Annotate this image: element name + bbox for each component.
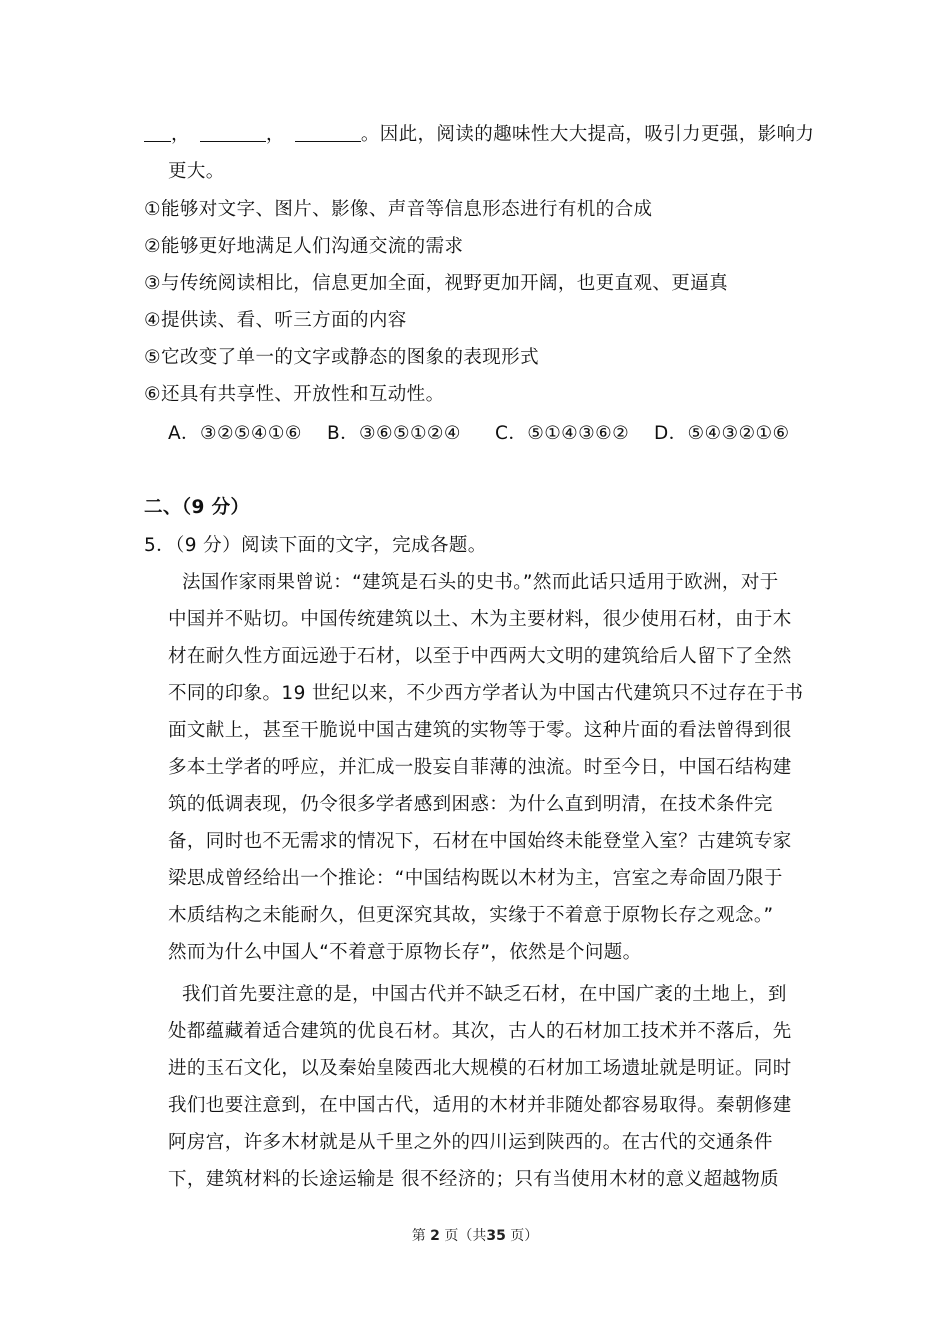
passage-line: 梁思成曾经给出一个推论：“中国结构既以木材为主，宫室之寿命固乃限于 bbox=[168, 868, 783, 889]
passage-line: 多本土学者的呼应，并汇成一股妄自菲薄的浊流。时至今日，中国石结构建 bbox=[168, 757, 792, 778]
option-6: ⑥还具有共享性、开放性和互动性。 bbox=[144, 384, 445, 405]
passage-line: 面文献上，甚至干脆说中国古建筑的实物等于零。这种片面的看法曾得到很 bbox=[168, 720, 792, 741]
passage-line: 木质结构之未能耐久，但更深究其故，实缘于不着意于原物长存之观念。” bbox=[168, 905, 774, 926]
choice-d: D．⑤④③②①⑥ bbox=[654, 423, 790, 444]
footer-total-pages: 35 bbox=[486, 1228, 506, 1244]
option-3: ③与传统阅读相比，信息更加全面，视野更加开阔，也更直观、更逼真 bbox=[144, 273, 728, 294]
page-footer bbox=[0, 1226, 950, 1246]
footer-prefix: 第 bbox=[411, 1228, 426, 1244]
blank-separator-1: ， bbox=[171, 124, 190, 145]
option-5: ⑤它改变了单一的文字或静态的图象的表现形式 bbox=[144, 347, 539, 368]
question-5: 5．（9 分）阅读下面的文字，完成各题。 bbox=[144, 535, 487, 556]
passage-line: 我们也要注意到，在中国古代，适用的木材并非随处都容易取得。秦朝修建 bbox=[168, 1095, 792, 1116]
passage-line: 处都蕴藏着适合建筑的优良石材。其次，古人的石材加工技术并不落后，先 bbox=[168, 1021, 792, 1042]
section-heading: 二、（9 分） bbox=[144, 497, 250, 518]
choice-c: C．⑤①④③⑥② bbox=[495, 423, 630, 444]
footer-middle: 页（共 bbox=[444, 1228, 487, 1244]
fill-line-continuation: 更大。 bbox=[168, 161, 225, 182]
passage-line: 然而为什么中国人“不着意于原物长存”，依然是个问题。 bbox=[168, 942, 642, 963]
choice-a: A．③②⑤④①⑥ bbox=[168, 423, 302, 444]
passage-line: 备，同时也不无需求的情况下，石材在中国始终未能登堂入室？古建筑专家 bbox=[168, 831, 792, 852]
passage-line: 法国作家雨果曾说：“建筑是石头的史书。”然而此话只适用于欧洲，对于 bbox=[182, 572, 779, 593]
passage-line: 我们首先要注意的是，中国古代并不缺乏石材，在中国广袤的土地上，到 bbox=[182, 984, 787, 1005]
answer-blank-2 bbox=[200, 121, 266, 142]
passage-line: 阿房宫，许多木材就是从千里之外的四川运到陕西的。在古代的交通条件 bbox=[168, 1132, 773, 1153]
fill-in-line bbox=[144, 121, 814, 148]
footer-page-number: 2 bbox=[430, 1228, 440, 1244]
passage-line: 不同的印象。19 世纪以来，不少西方学者认为中国古代建筑只不过存在于书 bbox=[168, 683, 804, 704]
passage-line: 下，建筑材料的长途运输是 很不经济的；只有当使用木材的意义超越物质 bbox=[168, 1169, 780, 1190]
footer-suffix: 页） bbox=[510, 1228, 539, 1244]
passage-line: 进的玉石文化，以及秦始皇陵西北大规模的石材加工场遗址就是明证。同时 bbox=[168, 1058, 792, 1079]
blank-separator-2: ， bbox=[265, 124, 285, 145]
choice-b: B．③⑥⑤①②④ bbox=[327, 423, 461, 444]
option-1: ①能够对文字、图片、影像、声音等信息形态进行有机的合成 bbox=[144, 199, 653, 220]
option-4: ④提供读、看、听三方面的内容 bbox=[144, 310, 407, 331]
fill-line-text: 。因此，阅读的趣味性大大提高，吸引力更强，影响力 bbox=[360, 124, 815, 145]
passage-line: 材在耐久性方面远逊于石材，以至于中西两大文明的建筑给后人留下了全然 bbox=[168, 646, 792, 667]
answer-blank-1 bbox=[144, 121, 171, 142]
passage-line: 筑的低调表现，仍令很多学者感到困惑：为什么直到明清，在技术条件完 bbox=[168, 794, 773, 815]
answer-blank-3 bbox=[295, 121, 361, 142]
option-2: ②能够更好地满足人们沟通交流的需求 bbox=[144, 236, 464, 257]
passage-line: 中国并不贴切。中国传统建筑以土、木为主要材料，很少使用石材，由于木 bbox=[168, 609, 792, 630]
